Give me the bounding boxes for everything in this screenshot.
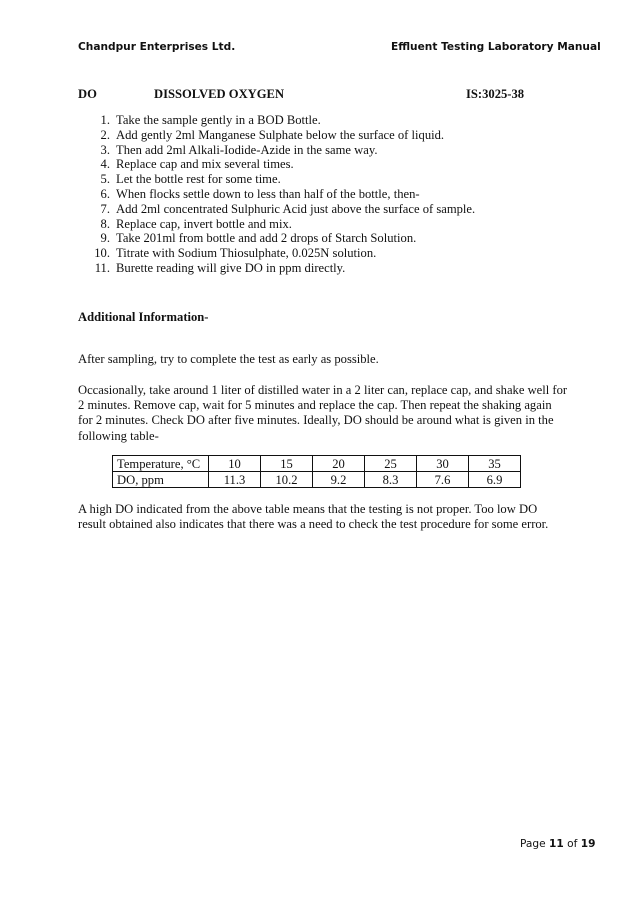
table-cell: 11.3 [209, 472, 261, 488]
paragraph-line: Occasionally, take around 1 liter of distilled water in a 2 liter can, replace cap, and shake well for [78, 383, 568, 397]
additional-info-heading: Additional Information- [78, 310, 209, 324]
table-cell: 10 [209, 456, 261, 472]
table-cell: 15 [261, 456, 313, 472]
step-text: Replace cap, invert bottle and mix. [116, 216, 292, 231]
section-title-row [78, 87, 558, 103]
step-text: Titrate with Sodium Thiosulphate, 0.025N solution. [116, 246, 377, 261]
interpretation-paragraph [78, 502, 588, 532]
table-cell: 35 [469, 456, 521, 472]
table-row-do [113, 472, 521, 488]
step-text: Then add 2ml Alkali-Iodide-Azide in the same way. [116, 142, 378, 157]
page-prefix: Page [520, 838, 546, 850]
procedure-step [78, 113, 475, 128]
paragraph-line: 2 minutes. Remove cap, wait for 5 minutes and replace the cap. Then repeat the shaking again [78, 398, 552, 413]
step-number: 5. [100, 172, 110, 187]
table-cell: 10.2 [261, 472, 313, 488]
page-total: 19 [580, 838, 596, 850]
do-temperature-table [112, 455, 521, 488]
step-number: 7. [100, 201, 110, 216]
table-cell: 6.9 [469, 472, 521, 488]
paragraph-line: result obtained also indicates that there was a need to check the test procedure for some error. [78, 517, 549, 532]
section-name: DISSOLVED OXYGEN [154, 87, 285, 101]
procedure-step [78, 143, 475, 158]
step-text: When flocks settle down to less than half of the bottle, then- [116, 186, 420, 201]
paragraph-line: following table- [78, 428, 159, 443]
procedure-step [78, 202, 475, 217]
table-cell: 9.2 [313, 472, 365, 488]
step-number: 6. [100, 186, 110, 201]
procedure-step [78, 172, 475, 187]
procedure-step [78, 187, 475, 202]
table-cell: 25 [365, 456, 417, 472]
step-number: 3. [100, 142, 110, 157]
step-number: 4. [100, 157, 110, 172]
step-text: Burette reading will give DO in ppm directly. [116, 260, 346, 275]
procedure-step [78, 217, 475, 232]
calibration-paragraph [78, 383, 588, 444]
step-text: Take 201ml from bottle and add 2 drops of Starch Solution. [116, 231, 417, 246]
step-text: Add 2ml concentrated Sulphuric Acid just above the surface of sample. [116, 201, 476, 216]
table-cell: 8.3 [365, 472, 417, 488]
step-text: Take the sample gently in a BOD Bottle. [116, 113, 321, 127]
step-number: 11. [94, 260, 110, 275]
table-row-temperature [113, 456, 521, 472]
procedure-step [78, 128, 475, 143]
table-cell: 30 [417, 456, 469, 472]
page-of: of [567, 838, 578, 850]
paragraph-line: A high DO indicated from the above table means that the testing is not proper. Too low DO [78, 502, 538, 516]
procedure-step [78, 246, 475, 261]
step-number: 2. [100, 127, 110, 142]
table-row-label: Temperature, °C [113, 456, 209, 472]
step-number: 1. [100, 113, 110, 127]
procedure-step [78, 261, 475, 276]
paragraph-line: for 2 minutes. Check DO after five minutes. Ideally, DO should be around what is given in the [78, 413, 554, 428]
sampling-note: After sampling, try to complete the test as early as possible. [78, 352, 379, 366]
step-text: Add gently 2ml Manganese Sulphate below the surface of liquid. [116, 127, 445, 142]
step-text: Replace cap and mix several times. [116, 157, 294, 172]
page-number [520, 838, 596, 850]
header-company: Chandpur Enterprises Ltd. [78, 41, 236, 53]
section-standard: IS:3025-38 [466, 87, 525, 101]
procedure-step [78, 231, 475, 246]
table-row-label: DO, ppm [113, 472, 209, 488]
page-current: 11 [549, 838, 564, 850]
step-number: 8. [100, 216, 110, 231]
step-number: 9. [100, 231, 110, 246]
procedure-steps [78, 113, 475, 276]
header-manual-title: Effluent Testing Laboratory Manual [391, 41, 601, 53]
table-cell: 7.6 [417, 472, 469, 488]
section-code: DO [78, 87, 97, 101]
table-cell: 20 [313, 456, 365, 472]
step-number: 10. [94, 246, 110, 261]
step-text: Let the bottle rest for some time. [116, 172, 281, 187]
procedure-step [78, 157, 475, 172]
